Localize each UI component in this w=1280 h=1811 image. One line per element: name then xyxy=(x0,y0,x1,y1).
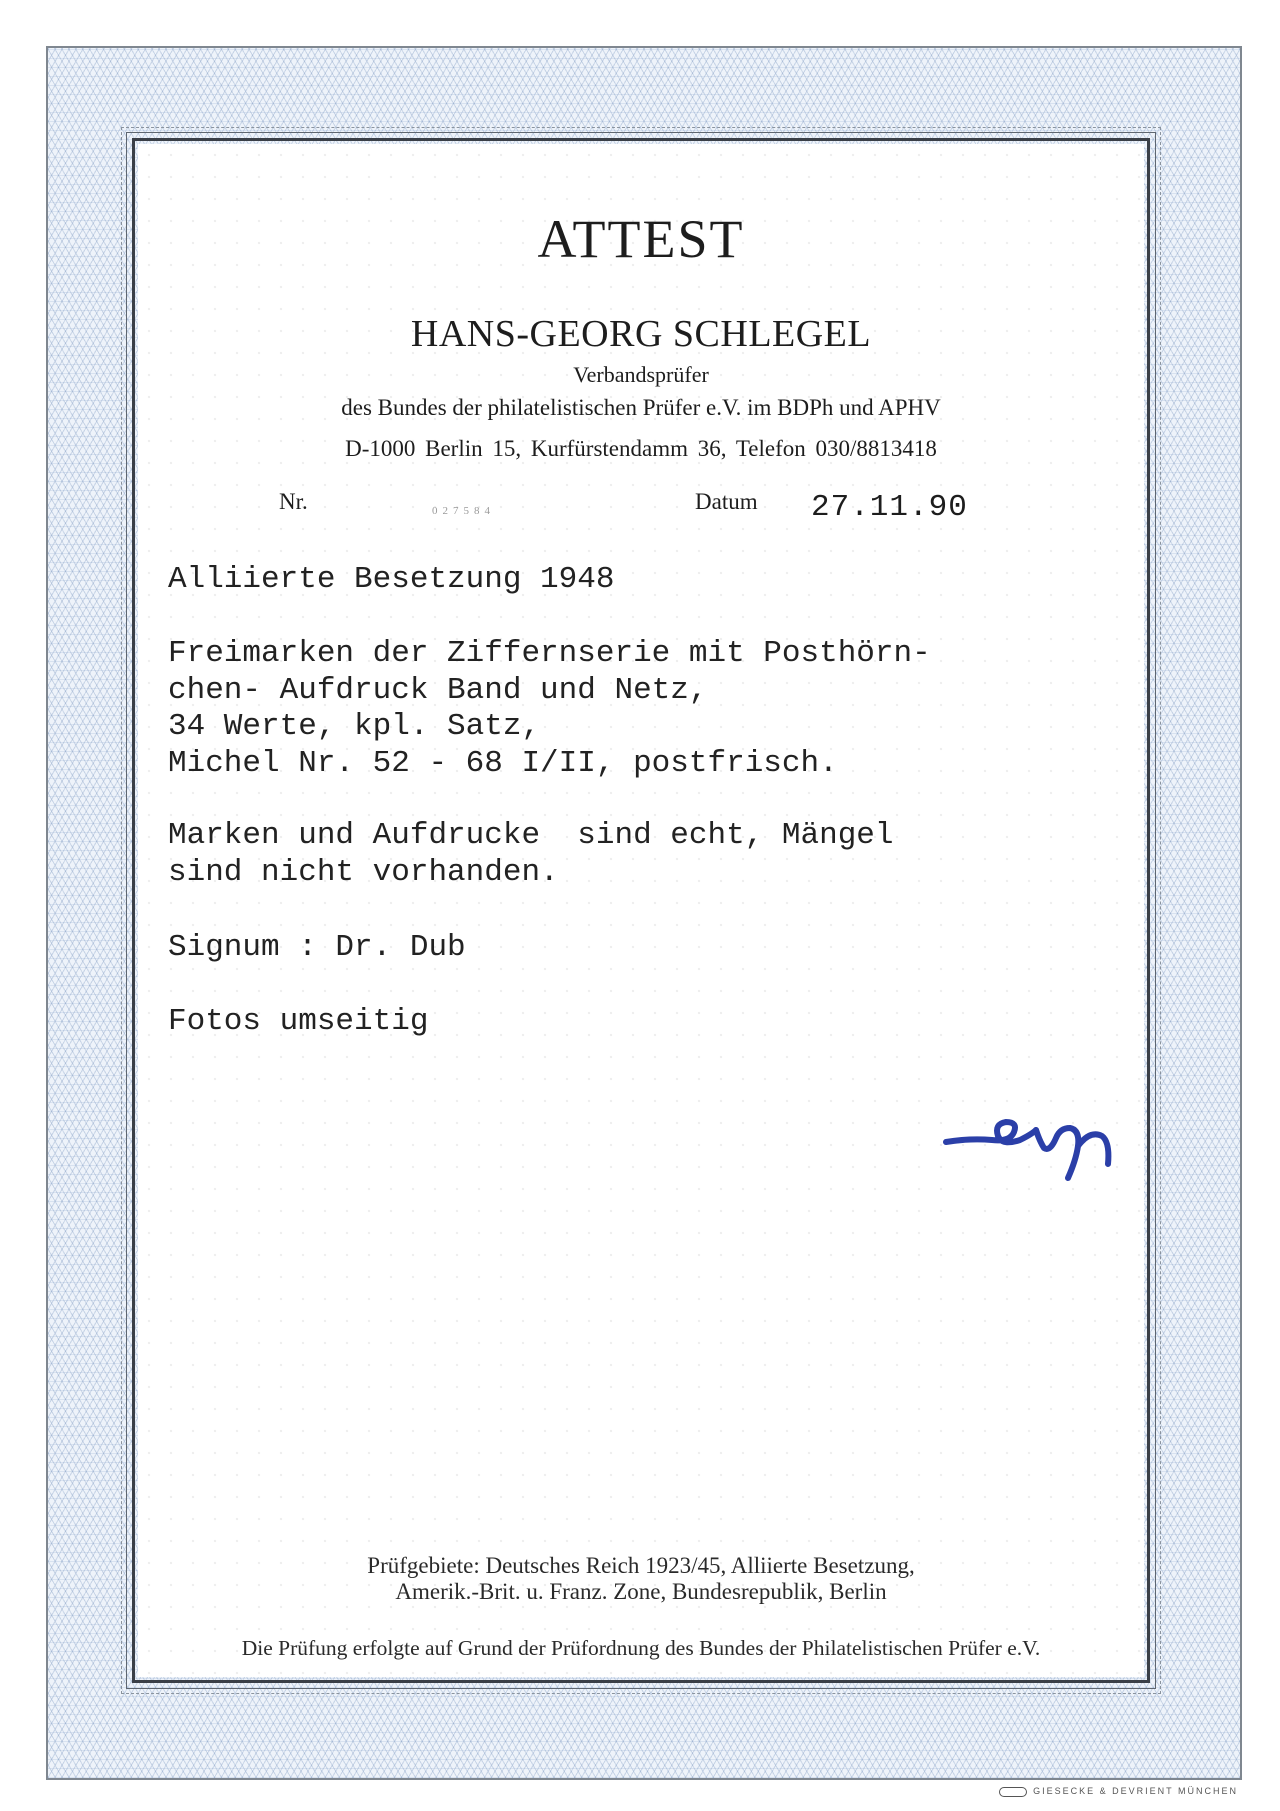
certificate-date: 27.11.90 xyxy=(811,490,968,525)
date-label: Datum xyxy=(695,489,758,514)
document-title: ATTEST xyxy=(537,209,745,269)
subject-heading: Alliierte Besetzung 1948 xyxy=(168,562,615,597)
description-line: Freimarken der Ziffernserie mit Posthörn- xyxy=(168,636,931,671)
printer-name: GIESECKE & DEVRIENT MÜNCHEN xyxy=(1033,1786,1238,1796)
description-line: Michel Nr. 52 - 68 I/II, postfrisch. xyxy=(168,745,838,781)
verdict-paragraph xyxy=(168,818,894,891)
address-line: D-1000 Berlin 15, Kurfürstendamm 36, Telefon 030/8813418 xyxy=(345,436,937,461)
verdict-line: sind nicht vorhanden. xyxy=(168,854,559,890)
description-line: 34 Werte, kpl. Satz, xyxy=(168,709,541,744)
association-line: des Bundes der philatelistischen Prüfer e.V. im BDPh und APHV xyxy=(341,395,941,420)
examiner-name: HANS-GEORG SCHLEGEL xyxy=(410,313,872,355)
signum-line: Signum : Dr. Dub xyxy=(168,930,466,965)
handwritten-signature xyxy=(940,1102,1120,1192)
printer-logo-icon xyxy=(999,1787,1027,1797)
certificate-number: 027584 xyxy=(432,505,495,517)
exam-areas-line-1: Prüfgebiete: Deutsches Reich 1923/45, Alliierte Besetzung, xyxy=(367,1553,915,1578)
examiner-role: Verbandsprüfer xyxy=(573,362,709,387)
number-label: Nr. xyxy=(279,489,308,514)
description-line: chen- Aufdruck Band und Netz, xyxy=(168,672,708,708)
printer-imprint xyxy=(999,1786,1238,1797)
examination-rules-note: Die Prüfung erfolgte auf Grund der Prüfordnung des Bundes der Philatelistischen Prüfer e.V. xyxy=(241,1636,1041,1660)
photos-note: Fotos umseitig xyxy=(168,1004,429,1039)
verdict-line: Marken und Aufdrucke sind echt, Mängel xyxy=(168,818,894,853)
description-paragraph xyxy=(168,636,931,782)
exam-areas-line-2: Amerik.-Brit. u. Franz. Zone, Bundesrepublik, Berlin xyxy=(395,1579,887,1604)
